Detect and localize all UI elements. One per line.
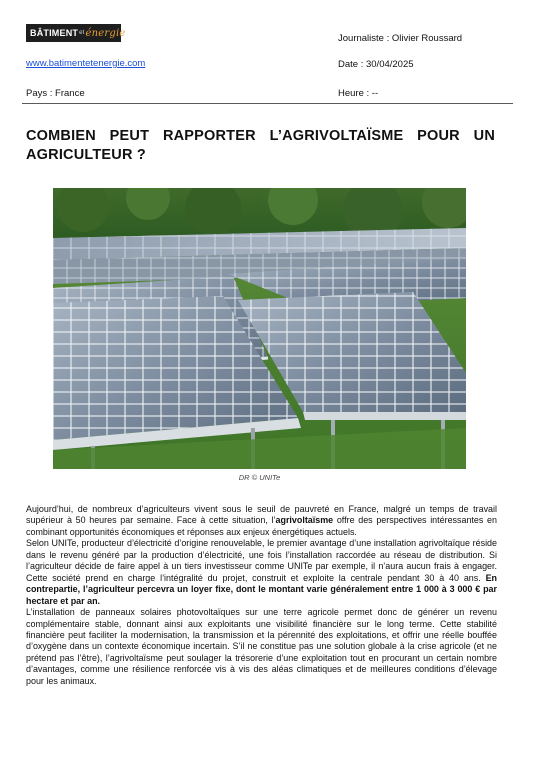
solar-panels-photo xyxy=(53,188,466,469)
date-label: Date : 30/04/2025 xyxy=(338,59,414,70)
article-title-line-2: AGRICULTEUR ? xyxy=(26,147,146,163)
paragraph-3: L’installation de panneaux solaires photovoltaïques sur une terre agricole permet donc de générer un revenu complémentaire stable, donnant ainsi aux exploitants une visibilité financière sur le long terme. Cette stabilité financière peut faciliter la modernisation, la transmission et la pérennité des exploitations, et offrir une réelle bouffée d’oxygène dans un contexte économique incertain. S’il ne constitue pas une solution globale à la crise agricole (et ne prétend pas l’être), l’agrivoltaïsme peut soulager la trésorerie d’une exploitation tout en procurant un certain nombre d’avantages, comme une résilience renforcée vis à vis des aléas climatiques et de meilleures conditions d’élevage pour les animaux. xyxy=(26,607,497,686)
time-label: Heure : -- xyxy=(338,88,379,99)
paragraph-1-highlight: agrivoltaïsme xyxy=(275,515,334,526)
paragraph-1-text-b: offre des perspectives intéressantes en combinant opportunités économiques et réponses aux enjeux énergétiques actuels. xyxy=(26,515,497,537)
website-link[interactable]: www.batimentetenergie.com xyxy=(26,58,146,69)
paragraph-1 xyxy=(26,504,497,538)
article-title-line-1: COMBIEN PEUT RAPPORTER L’AGRIVOLTAÏSME POUR UN xyxy=(26,128,495,144)
paragraph-2-end: . xyxy=(97,595,101,606)
logo-word-batiment: BÂTIMENT xyxy=(30,28,79,38)
journalist-label: Journaliste : Olivier Roussard xyxy=(338,33,463,44)
paragraph-2-highlight: En contrepartie, l’agriculteur percevra un loyer fixe, dont le montant varie généralement entre 1 000 à 3 000 € par hectare et par an xyxy=(26,572,497,606)
press-header xyxy=(26,22,513,104)
header-divider xyxy=(22,103,513,104)
paragraph-2 xyxy=(26,538,497,607)
logo-word-et: et xyxy=(79,30,85,36)
logo-word-energie: énergie xyxy=(85,27,126,39)
paragraph-2-text: Selon UNITe, producteur d’électricité d’origine renouvelable, le premier avantage d’une installation agrivoltaïque réside dans le revenu généré par la production d’électricité, une fois l’installation raccordée au réseau de distribution. Si l’agriculteur décide de faire appel à un tiers investisseur comme UNITe par exemple, il n’aura aucun frais à engager. Cette société prend en charge l’intégralité du projet, construit et exploite la centrale pendant 30 à 40 ans. xyxy=(26,538,497,583)
article-title xyxy=(26,127,495,165)
article-body xyxy=(26,504,497,687)
country-label: Pays : France xyxy=(26,88,85,99)
paragraph-1-text-a: Aujourd’hui, de nombreux d’agriculteurs vivent sous le seuil de pauvreté en France, malgré un temps de travail supérieur à 50 heures par semaine. Face à cette situation, l’ xyxy=(26,504,497,526)
photo-caption: DR © UNITe xyxy=(238,473,281,482)
publication-logo[interactable] xyxy=(26,24,126,42)
